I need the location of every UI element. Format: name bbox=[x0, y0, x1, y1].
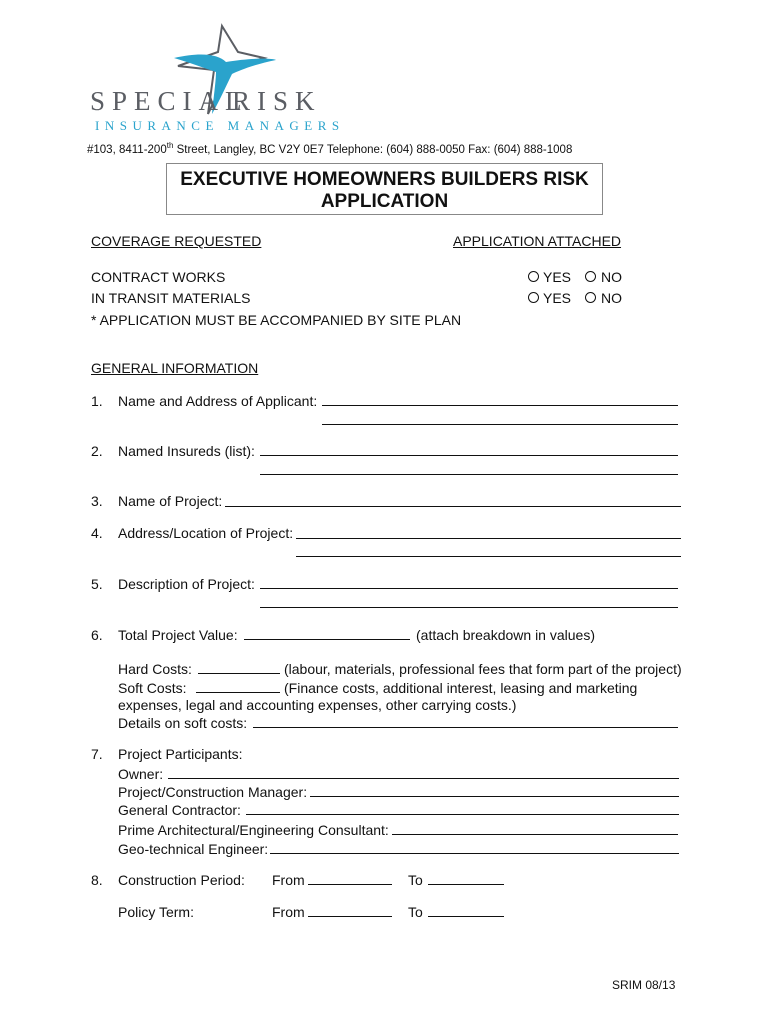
architect-consultant-field[interactable] bbox=[392, 834, 678, 835]
participants-label: Project Participants: bbox=[118, 746, 243, 762]
project-address-field-1[interactable] bbox=[296, 538, 681, 539]
contract-works-no-radio[interactable] bbox=[585, 271, 596, 282]
project-manager-label: Project/Construction Manager: bbox=[118, 784, 308, 800]
q6-number: 6. bbox=[91, 627, 103, 643]
coverage-heading: COVERAGE REQUESTED bbox=[91, 233, 262, 249]
transit-materials-label: IN TRANSIT MATERIALS bbox=[91, 290, 251, 306]
construction-to-label: To bbox=[408, 872, 423, 888]
owner-label: Owner: bbox=[118, 766, 164, 782]
construction-period-label: Construction Period: bbox=[118, 872, 245, 888]
site-plan-note: * APPLICATION MUST BE ACCOMPANIED BY SITE PLAN bbox=[91, 312, 462, 328]
transit-no-label: NO bbox=[601, 290, 622, 306]
contract-works-no-label: NO bbox=[601, 269, 622, 285]
architect-consultant-label: Prime Architectural/Engineering Consultant: bbox=[118, 822, 389, 838]
hard-costs-field[interactable] bbox=[198, 673, 280, 674]
geotech-engineer-field[interactable] bbox=[270, 853, 679, 854]
contract-works-label: CONTRACT WORKS bbox=[91, 269, 226, 285]
q7-number: 7. bbox=[91, 746, 103, 762]
total-value-label: Total Project Value: bbox=[118, 627, 238, 643]
q8-number: 8. bbox=[91, 872, 103, 888]
owner-field[interactable] bbox=[168, 778, 679, 779]
title-line-2: APPLICATION bbox=[320, 191, 449, 212]
applicant-field-2[interactable] bbox=[322, 424, 678, 425]
project-manager-field[interactable] bbox=[310, 796, 679, 797]
general-contractor-field[interactable] bbox=[246, 814, 679, 815]
logo-word-risk: RISK bbox=[232, 86, 322, 116]
soft-costs-label: Soft Costs: bbox=[118, 680, 187, 696]
q5-number: 5. bbox=[91, 576, 103, 592]
soft-costs-details-label: Details on soft costs: bbox=[118, 715, 248, 731]
geotech-engineer-label: Geo-technical Engineer: bbox=[118, 841, 269, 857]
q3-number: 3. bbox=[91, 493, 103, 509]
transit-yes-label: YES bbox=[543, 290, 572, 306]
project-name-label: Name of Project: bbox=[118, 493, 223, 509]
form-code: SRIM 08/13 bbox=[612, 978, 676, 992]
project-description-field-1[interactable] bbox=[260, 588, 678, 589]
title-line-1: EXECUTIVE HOMEOWNERS BUILDERS RISK bbox=[180, 169, 589, 190]
project-name-field[interactable] bbox=[225, 506, 681, 507]
policy-to-label: To bbox=[408, 904, 423, 920]
project-address-field-2[interactable] bbox=[296, 556, 681, 557]
logo-word-special: SPECIAL bbox=[90, 86, 249, 116]
policy-from-label: From bbox=[272, 904, 305, 920]
hard-costs-label: Hard Costs: bbox=[118, 661, 192, 677]
named-insureds-field-1[interactable] bbox=[260, 455, 678, 456]
logo-subtitle: INSURANCE MANAGERS bbox=[95, 118, 345, 133]
total-value-field[interactable] bbox=[244, 639, 410, 640]
general-info-heading: GENERAL INFORMATION bbox=[91, 360, 259, 376]
transit-yes-radio[interactable] bbox=[528, 292, 539, 303]
soft-costs-details-field[interactable] bbox=[253, 727, 678, 728]
contract-works-yes-label: YES bbox=[543, 269, 572, 285]
soft-costs-field[interactable] bbox=[196, 692, 280, 693]
construction-from-label: From bbox=[272, 872, 305, 888]
hard-costs-note: (labour, materials, professional fees that form part of the project) bbox=[284, 661, 682, 677]
company-address: #103, 8411-200th Street, Langley, BC V2Y 0E7 Telephone: (604) 888-0050 Fax: (604) 888-1008 bbox=[87, 141, 573, 156]
attached-heading: APPLICATION ATTACHED bbox=[453, 233, 622, 249]
applicant-label: Name and Address of Applicant: bbox=[118, 393, 318, 409]
transit-no-radio[interactable] bbox=[585, 292, 596, 303]
construction-from-field[interactable] bbox=[308, 884, 392, 885]
policy-term-label: Policy Term: bbox=[118, 904, 194, 920]
total-value-note: (attach breakdown in values) bbox=[416, 627, 595, 643]
q4-number: 4. bbox=[91, 525, 103, 541]
construction-to-field[interactable] bbox=[428, 884, 504, 885]
project-address-label: Address/Location of Project: bbox=[118, 525, 294, 541]
contract-works-yes-radio[interactable] bbox=[528, 271, 539, 282]
form-title bbox=[166, 163, 603, 215]
named-insureds-label: Named Insureds (list): bbox=[118, 443, 255, 459]
project-description-field-2[interactable] bbox=[260, 607, 678, 608]
soft-costs-note-cont: expenses, legal and accounting expenses, other carrying costs.) bbox=[118, 697, 517, 713]
applicant-field-1[interactable] bbox=[322, 405, 678, 406]
soft-costs-note: (Finance costs, additional interest, leasing and marketing bbox=[284, 680, 638, 696]
named-insureds-field-2[interactable] bbox=[260, 474, 678, 475]
general-contractor-label: General Contractor: bbox=[118, 802, 241, 818]
project-description-label: Description of Project: bbox=[118, 576, 255, 592]
policy-to-field[interactable] bbox=[428, 916, 504, 917]
policy-from-field[interactable] bbox=[308, 916, 392, 917]
q2-number: 2. bbox=[91, 443, 103, 459]
q1-number: 1. bbox=[91, 393, 103, 409]
